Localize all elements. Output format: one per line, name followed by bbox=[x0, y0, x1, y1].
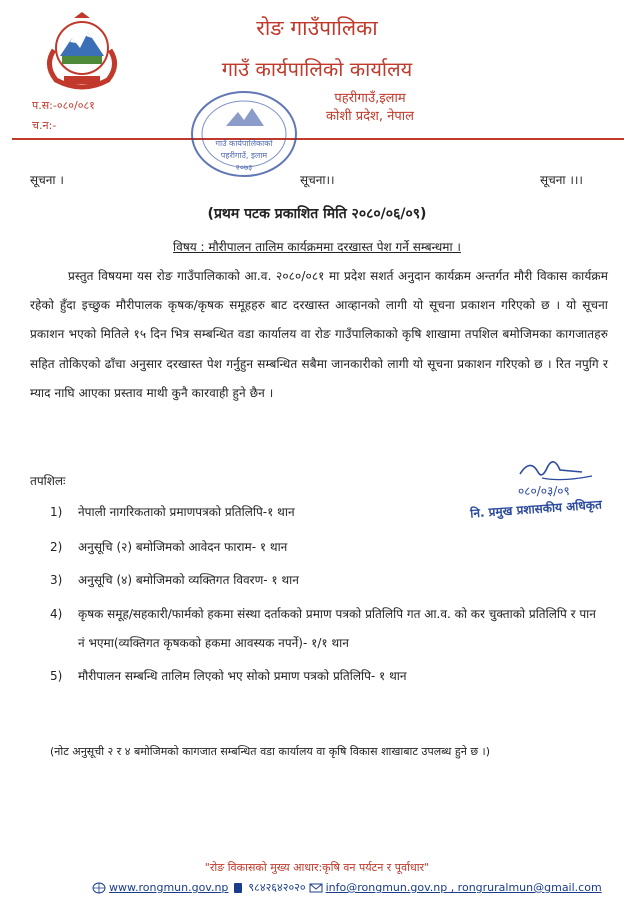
list-item bbox=[50, 662, 598, 691]
email-icon bbox=[309, 882, 323, 894]
office-stamp bbox=[186, 84, 306, 184]
list-item-text: अनुसूचि (२) बमोजिमको आवेदन फाराम- १ थान bbox=[78, 540, 288, 554]
location-line-1: पहरीगाउँ,इलाम bbox=[334, 91, 406, 106]
phone-number: ९८४२६४२०२० bbox=[248, 881, 306, 894]
notice-label-2: सूचना।। bbox=[300, 173, 335, 187]
organization-title: रोङ गाउँपालिका bbox=[256, 16, 378, 40]
details-label: तपशिलः bbox=[30, 474, 66, 488]
list-item-number: 4) bbox=[50, 607, 63, 621]
list-item-text: अनुसूचि (४) बमोजिमको व्यक्तिगत विवरण- १ थान bbox=[78, 573, 299, 587]
list-item-number: 5) bbox=[50, 669, 63, 683]
dispatch-number: च.न:- bbox=[32, 119, 57, 132]
svg-text:गाउँ कार्यपालिकाको: गाउँ कार्यपालिकाको bbox=[215, 139, 273, 148]
subject-text: विषय : मौरीपालन तालिम कार्यक्रममा दरखास्त पेश गर्ने सम्बन्धमा । bbox=[173, 240, 461, 254]
footer-contact bbox=[92, 880, 602, 895]
list-item-text: कृषक समूह/सहकारी/फार्मको हकमा संस्था दर्ताकको प्रमाण पत्रको प्रतिलिपि गत आ.व. को कर चुक्ताको प्रतिलिपि र पान नं भएमा(व्यक्तिगत कृषकको हकमा आवस्यक नपर्ने)- १/१ थान bbox=[78, 607, 596, 650]
footer-motto: "रोङ विकासको मुख्य आधार:कृषि वन पर्यटन र पूर्वाधार" bbox=[204, 861, 430, 874]
location-line-2: कोशी प्रदेश, नेपाल bbox=[326, 109, 414, 124]
list-item bbox=[50, 566, 598, 595]
list-item bbox=[50, 600, 598, 658]
notice-label-1: सूचना । bbox=[30, 173, 64, 187]
footnote: (नोट अनुसूची २ र ४ बमोजिमको कागजात सम्बन्धित वडा कार्यालय वा कृषि विकास शाखाबाट उपलब्ध हुने छ ।) bbox=[50, 745, 490, 758]
svg-text:२०७३: २०७३ bbox=[235, 163, 253, 172]
list-item bbox=[50, 498, 598, 527]
list-item-text: नेपाली नागरिकताको प्रमाणपत्रको प्रतिलिपि-१ थान bbox=[78, 505, 295, 519]
list-item-number: 2) bbox=[50, 540, 63, 554]
header-divider bbox=[12, 138, 624, 140]
list-item-number: 3) bbox=[50, 573, 63, 587]
email-links[interactable]: info@rongmun.gov.np , rongruralmun@gmail.com bbox=[325, 881, 602, 894]
notice-label-3: सूचना ।।। bbox=[540, 173, 583, 187]
list-item bbox=[50, 533, 598, 562]
subject-line bbox=[0, 238, 634, 255]
website-link[interactable]: www.rongmun.gov.np bbox=[109, 881, 229, 894]
list-item-text: मौरीपालन सम्बन्धि तालिम लिएको भए सोको प्रमाण पत्रको प्रतिलिपि- १ थान bbox=[78, 669, 407, 683]
publication-date: (प्रथम पटक प्रकाशित मिति २०८०/०६/०९) bbox=[207, 206, 427, 222]
svg-text:पहरीगाउँ, इलाम: पहरीगाउँ, इलाम bbox=[220, 151, 268, 160]
body-paragraph: प्रस्तुत विषयमा यस रोङ गाउँपालिकाको आ.व. २०८०/०८१ मा प्रदेश सशर्त अनुदान कार्यक्रम अन्तर्गत मौरी विकास कार्यक्रम रहेको हुँदा इच्छुक मौरीपालक कृषक/कृषक समूहहरु बाट दरखास्त आव्हानको लागी यो सूचना प्रकाशन गरिएको छ । यो सूचना प्रकाशन भएको मितिले १५ दिन भित्र सम्बन्धित वडा कार्यालय वा रोङ गाउँपालिकाको कृषि शाखामा तपशिल बमोजिमका कागजातहरु सहित तोकिएको ढाँचा अनुसार दरखास्त पेश गर्नुहुन सम्बन्धित सबैमा जानकारीको लागी यो सूचना प्रकाशन गरिएको छ । रित नपुगि र म्याद नाघि आएका प्रस्ताव माथी कुनै कारवाही हुने छैन । bbox=[30, 269, 608, 400]
signatory-title: नि. प्रमुख प्रशासकीय अधिकृत bbox=[469, 497, 603, 521]
list-item-number: 1) bbox=[50, 505, 63, 519]
globe-icon bbox=[92, 882, 106, 894]
phone-icon bbox=[231, 882, 245, 894]
organization-subtitle: गाउँ कार्यपालिको कार्यालय bbox=[221, 57, 413, 81]
signature-date: ०८०/०३/०९ bbox=[518, 484, 570, 498]
reference-number: प.स:-०८०/०८१ bbox=[32, 99, 95, 112]
